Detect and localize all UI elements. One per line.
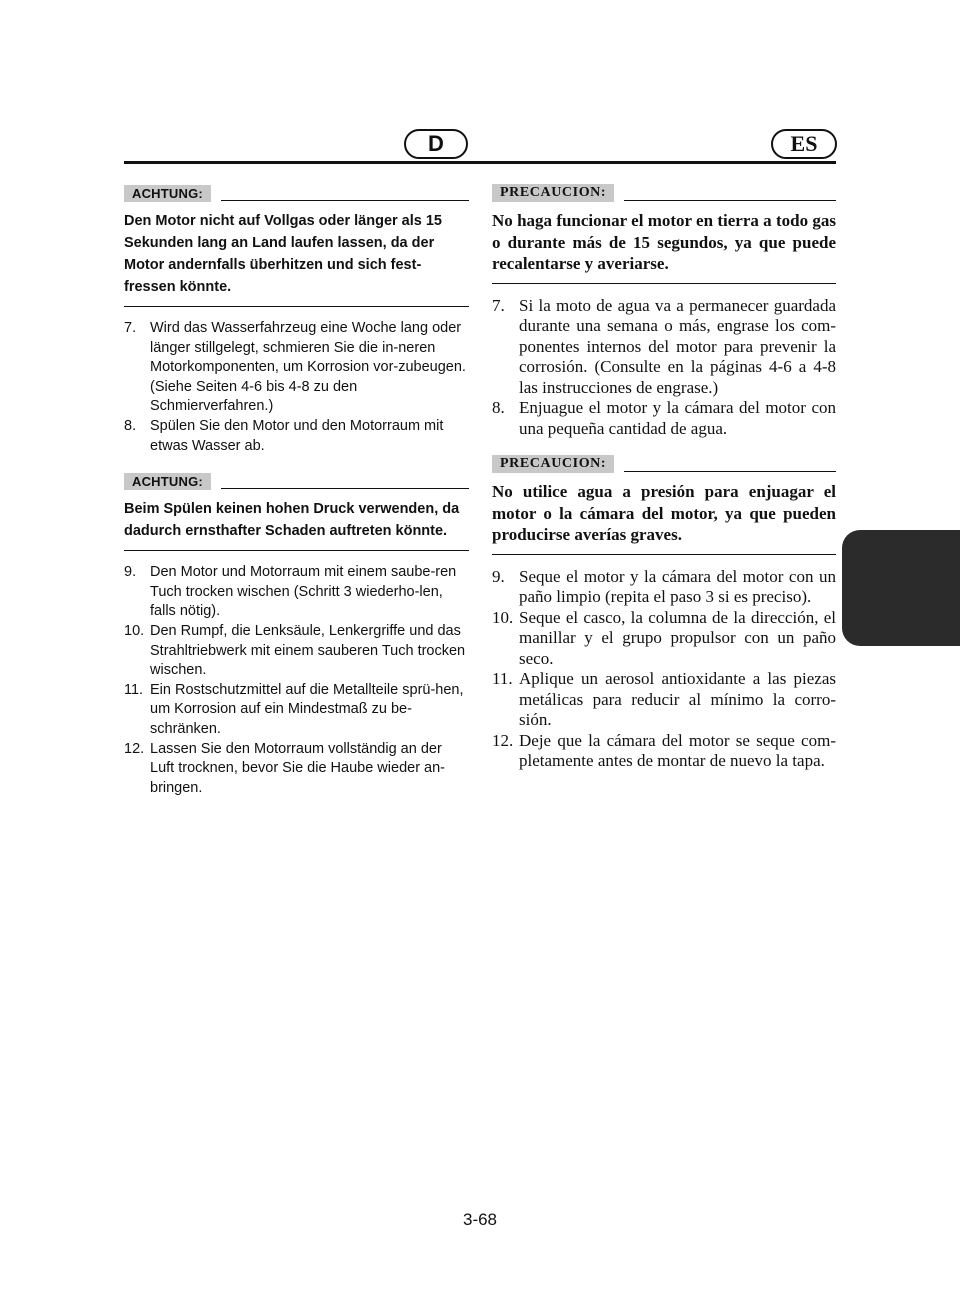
list-item [492, 398, 836, 439]
list-item [492, 567, 836, 608]
step-list [492, 296, 836, 440]
caution-text: No utilice agua a presión para enjuagar el motor o la cámara del motor, ya que pueden producirse averías graves. [492, 481, 836, 555]
step-number: 8. [492, 398, 505, 417]
step-text: Aplique un aerosol antioxidante a las piezas metálicas para reducir al mínimo la corro-sión. [519, 669, 836, 729]
step-number: 12. [124, 740, 145, 757]
step-text: Spülen Sie den Motor und den Motorraum mit etwas Wasser ab. [150, 417, 444, 454]
step-text: Lassen Sie den Motorraum vollständig an der Luft trocknen, bevor Sie die Haube wieder an-bringen. [150, 740, 446, 796]
list-item [124, 681, 469, 740]
caution-text: Beim Spülen keinen hohen Druck verwenden, da dadurch ernsthafter Schaden auftreten könnte. [124, 498, 469, 551]
step-number: 7. [492, 295, 505, 315]
caution-rule [624, 471, 836, 472]
list-item [492, 731, 836, 772]
step-number: 7. [124, 320, 137, 336]
caution-label: PRECAUCION: [492, 455, 614, 473]
step-text: Seque el motor y la cámara del motor con un paño limpio (repita el paso 3 si es preciso). [519, 566, 836, 606]
german-column [124, 178, 469, 808]
page-number: 3-68 [462, 1210, 498, 1229]
step-text: Deje que la cámara del motor se seque com-pletamente antes de montar de nuevo la tapa. [519, 730, 836, 770]
caution-text: Den Motor nicht auf Vollgas oder länger als 15 Sekunden lang an Land laufen lassen, da der Motor andernfalls überhitzen und sich fest-fressen könnte. [124, 210, 469, 307]
language-badge-german: D [404, 129, 468, 159]
caution-text: No haga funcionar el motor en tierra a todo gas o durante más de 15 segundos, ya que puede recalentarse y averiarse. [492, 210, 836, 284]
list-item [492, 669, 836, 731]
caution-label: ACHTUNG: [124, 185, 211, 202]
caution-label: PRECAUCION: [492, 184, 614, 202]
caution-heading [124, 466, 469, 490]
header-rule [124, 161, 836, 164]
step-text: Den Motor und Motorraum mit einem saube-ren Tuch trocken wischen (Schritt 3 wiederho-len, falls nötig). [150, 564, 457, 620]
step-text: Ein Rostschutzmittel auf die Metallteile sprü-hen, um Korrosion auf ein Mindestmaß zu be-schränken. [150, 681, 464, 737]
step-text: Seque el casco, la columna de la dirección, el manillar y el grupo propulsor con un paño seco. [519, 607, 836, 668]
step-number: 9. [124, 564, 137, 581]
step-number: 10. [124, 622, 145, 639]
spanish-column [492, 178, 836, 782]
caution-label: ACHTUNG: [124, 473, 211, 490]
step-number: 12. [492, 730, 514, 750]
list-item [124, 417, 469, 456]
list-item [124, 563, 469, 622]
chapter-tab [842, 530, 960, 646]
list-item [124, 319, 469, 417]
language-badge-spanish: ES [771, 129, 837, 159]
step-list [124, 319, 469, 456]
step-text: Enjuague el motor y la cámara del motor con una pequeña cantidad de agua. [519, 398, 836, 438]
step-number: 8. [124, 417, 137, 434]
list-item [124, 740, 469, 799]
step-number: 11. [124, 681, 144, 698]
step-list [124, 563, 469, 798]
caution-rule [221, 488, 469, 489]
caution-rule [221, 200, 469, 201]
list-item [124, 622, 469, 681]
step-number: 9. [492, 566, 505, 586]
caution-heading [492, 178, 836, 202]
step-text: Wird das Wasserfahrzeug eine Woche lang oder länger stillgelegt, schmieren Sie die in-neren Motorkomponenten, um Korrosion vor-zubeugen. (Siehe Seiten 4-6 bis 4-8 zu den Schmierverfahren.) [150, 320, 466, 415]
step-list [492, 567, 836, 772]
step-text: Si la moto de agua va a permanecer guardada durante una semana o más, engrase los com-ponentes internos del motor para prevenir la corrosión. (Consulte en la páginas 4-6 a 4-8 las instrucciones de engrase.) [519, 295, 836, 397]
caution-rule [624, 200, 836, 201]
list-item [492, 296, 836, 399]
step-text: Den Rumpf, die Lenksäule, Lenkergriffe und das Strahltriebwerk mit einem sauberen Tuch trocken wischen. [150, 622, 466, 679]
caution-heading [124, 178, 469, 202]
step-number: 10. [492, 607, 514, 627]
caution-heading [492, 449, 836, 473]
step-number: 11. [492, 669, 513, 688]
list-item [492, 608, 836, 670]
